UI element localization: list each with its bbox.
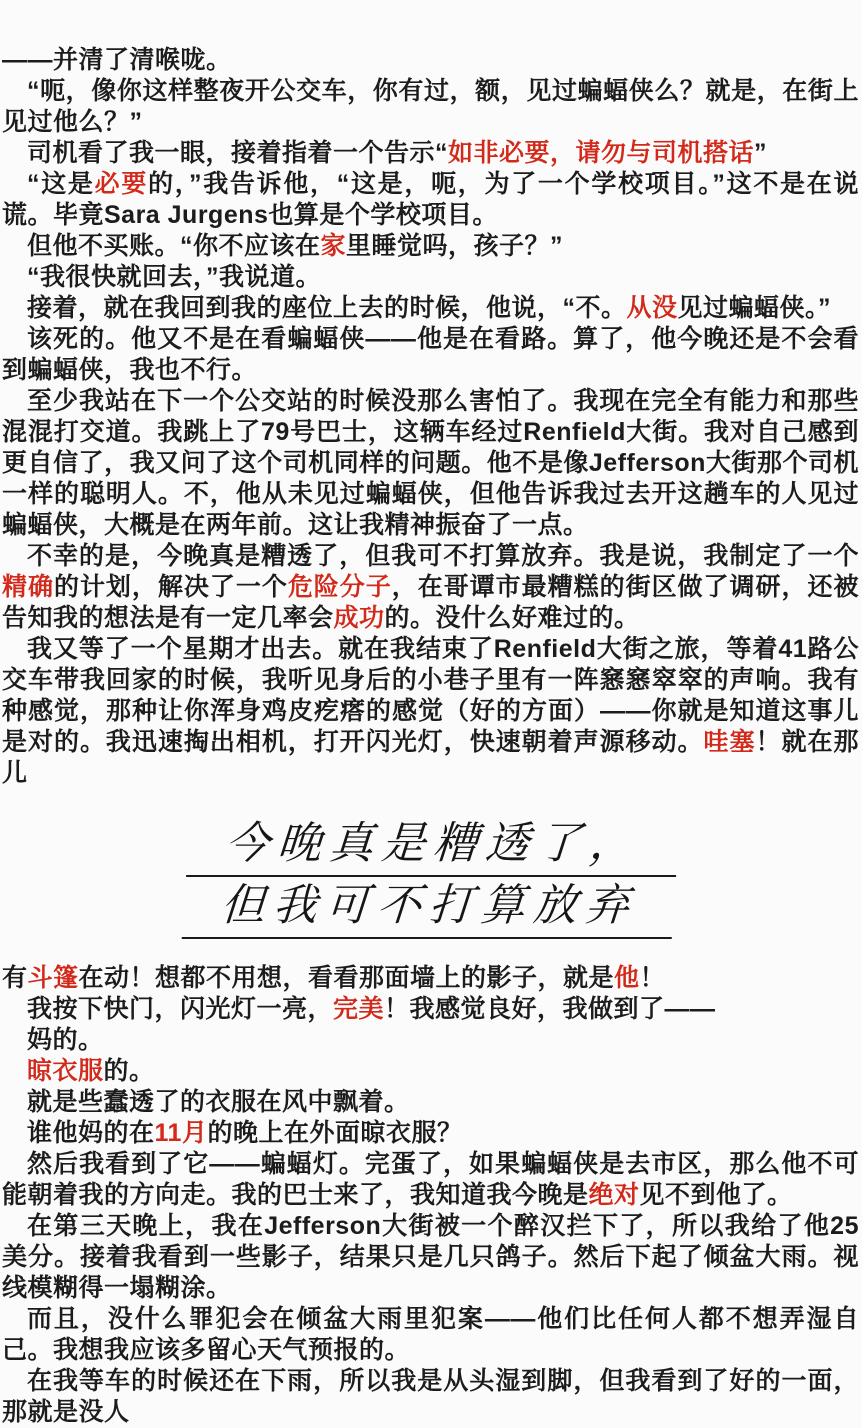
paragraph xyxy=(2,1149,859,1211)
body-text: 该死的。他又不是在看蝙蝠侠——他是在看路。算了，他今晚还是不会看到蝙蝠侠，我也不行。 xyxy=(2,325,859,384)
paragraph xyxy=(2,1304,859,1366)
paragraph xyxy=(2,1056,859,1087)
highlighted-text: 他 xyxy=(614,964,640,993)
highlighted-text: 如非必要，请勿与司机搭话 xyxy=(448,139,755,167)
handwritten-line-1: 今晚真是糟透了， xyxy=(186,815,680,877)
body-text: 至少我站在下一个公交站的时候没那么害怕了。我现在完全有能力和那些混混打交道。我跳上了79号巴士，这辆车经过Renfield大街。我对自己感到更自信了，我又问了这个司机同样的问题。他不是像Jefferson大街那个司机一样的聪明人。不，他从未见过蝙蝠侠，但他告诉我过去开这趟车的人见过蝙蝠侠，大概是在两年前。这让我精神振奋了一点。 xyxy=(2,387,859,539)
highlighted-text: 家 xyxy=(320,232,347,260)
body-text: ，在哥谭市最糟糕的街区做了调研，还被告知我的想法是有一定几率会 xyxy=(2,573,859,632)
paragraph xyxy=(2,541,859,634)
body-text: ！ xyxy=(639,964,666,993)
body-text: 见不到他了。 xyxy=(639,1181,793,1210)
paragraph xyxy=(2,1211,859,1304)
paragraph xyxy=(2,634,859,789)
body-text: “我很快就回去，”我说道。 xyxy=(27,263,322,291)
highlighted-text: 哇塞 xyxy=(703,728,756,756)
body-text: 的计划，解决了一个 xyxy=(53,573,288,601)
body-text: 我按下快门，闪光灯一亮， xyxy=(27,995,334,1024)
highlighted-text: 完美 xyxy=(333,995,385,1024)
body-text: “这是 xyxy=(27,170,95,198)
body-text: ——并清了清喉咙。 xyxy=(2,46,232,74)
highlighted-text: 精确 xyxy=(2,573,54,601)
upper-text-block xyxy=(2,45,859,789)
highlighted-text: 从没 xyxy=(626,294,678,322)
paragraph xyxy=(2,76,859,138)
body-text: “呃，像你这样整夜开公交车，你有过，额，见过蝙蝠侠么？就是，在街上见过他么？” xyxy=(2,77,859,136)
paragraph xyxy=(2,262,859,293)
paragraph xyxy=(2,138,859,169)
body-text: 接着，就在我回到我的座位上去的时候，他说，“不。 xyxy=(27,294,627,322)
body-text: 见过蝙蝠侠。” xyxy=(677,294,832,322)
paragraph xyxy=(2,169,859,231)
body-text: ！我感觉良好，我做到了—— xyxy=(384,995,716,1024)
body-text: 妈的。 xyxy=(27,1026,104,1055)
body-text: 在动！想都不用想，看看那面墙上的影子，就是 xyxy=(78,964,615,993)
body-text: 在第三天晚上，我在Jefferson大街被一个醉汉拦下了，所以我给了他25美分。接着我看到一些影子，结果只是几只鸽子。然后下起了倾盆大雨。视线模糊得一塌糊涂。 xyxy=(2,1212,859,1303)
paragraph xyxy=(2,231,859,262)
highlighted-text: 斗篷 xyxy=(27,964,79,993)
highlighted-text: 晾衣服 xyxy=(27,1057,104,1086)
paragraph xyxy=(2,994,859,1025)
body-text: 的。 xyxy=(103,1057,155,1086)
body-text: 不幸的是，今晚真是糟透了，但我可不打算放弃。我是说，我制定了一个 xyxy=(27,542,859,570)
highlighted-text: 绝对 xyxy=(588,1181,640,1210)
paragraph xyxy=(2,386,859,541)
body-text: 我又等了一个星期才出去。就在我结束了Renfield大街之旅，等着41路公交车带我回家的时候，我听见身后的小巷子里有一阵窸窸窣窣的声响。我有种感觉，那种让你浑身鸡皮疙瘩的感觉（好的方面）——你就是知道这事儿是对的。我迅速掏出相机，打开闪光灯，快速朝着声源移动。 xyxy=(2,635,859,756)
lower-text-block xyxy=(2,963,859,1428)
paragraph xyxy=(2,1366,859,1428)
body-text: 的，”我告诉他，“这是，呃，为了一个学校项目。”这不是在说谎。毕竟Sara Jurgens也算是个学校项目。 xyxy=(2,170,859,229)
handwritten-line-2: 但我可不打算放弃 xyxy=(181,877,675,939)
body-text: 有 xyxy=(2,964,28,993)
body-text: 司机看了我一眼，接着指着一个告示“ xyxy=(27,139,449,167)
body-text: 在我等车的时候还在下雨，所以我是从头湿到脚，但我看到了好的一面，那就是没人 xyxy=(2,1367,859,1427)
handwritten-note xyxy=(181,815,680,939)
body-text: ” xyxy=(754,139,768,167)
paragraph xyxy=(2,293,859,324)
body-text: 的晚上在外面晾衣服？ xyxy=(207,1119,463,1148)
highlighted-text: 成功 xyxy=(333,604,385,632)
paragraph xyxy=(2,324,859,386)
body-text: 谁他妈的在 xyxy=(27,1119,155,1148)
highlighted-text: 11月 xyxy=(154,1119,208,1148)
body-text: 然后我看到了它——蝙蝠灯。完蛋了，如果蝙蝠侠是去市区，那么他不可能朝着我的方向走。我的巴士来了，我知道我今晚是 xyxy=(2,1150,859,1210)
paragraph xyxy=(2,963,859,994)
highlighted-text: 危险分子 xyxy=(287,573,392,601)
body-text: ！就在那儿 xyxy=(2,728,859,787)
body-text: 的。没什么好难过的。 xyxy=(384,604,640,632)
body-text: 而且，没什么罪犯会在倾盆大雨里犯案——他们比任何人都不想弄湿自己。我想我应该多留心天气预报的。 xyxy=(2,1305,859,1365)
body-text: 里睡觉吗，孩子？” xyxy=(346,232,564,260)
paragraph xyxy=(2,1118,859,1149)
body-text: 但他不买账。“你不应该在 xyxy=(27,232,321,260)
paragraph xyxy=(2,1025,859,1056)
paragraph xyxy=(2,1087,859,1118)
body-text: 就是些蠢透了的衣服在风中飘着。 xyxy=(27,1088,410,1117)
paragraph xyxy=(2,45,859,76)
highlighted-text: 必要 xyxy=(94,170,149,198)
